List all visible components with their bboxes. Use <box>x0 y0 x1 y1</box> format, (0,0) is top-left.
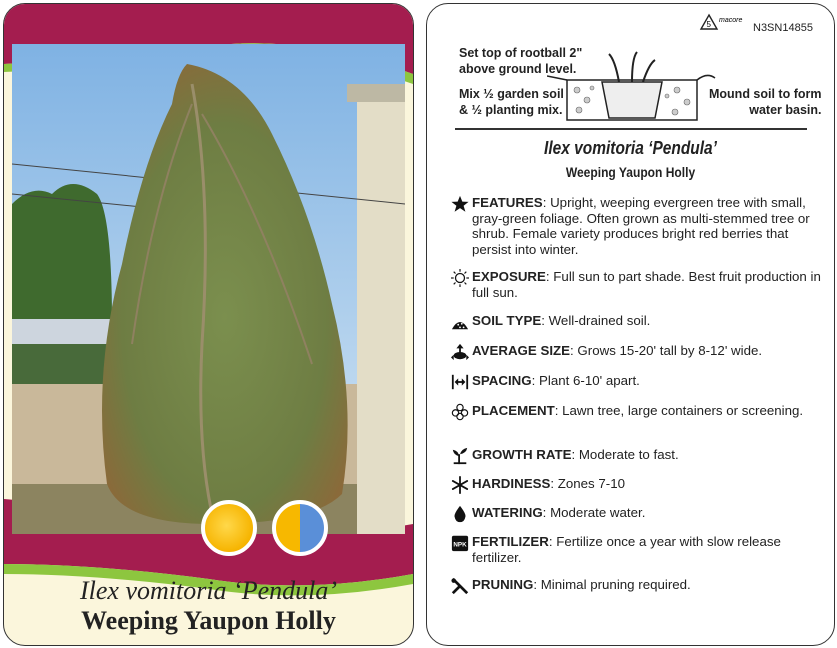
diagram-note-soil-mix: Mix ½ garden soil & ½ planting mix. <box>459 87 564 117</box>
spacing-icon <box>451 373 469 391</box>
full-sun-icon <box>201 500 257 556</box>
placement-icon <box>451 403 469 421</box>
plant-photo <box>12 44 405 534</box>
pruners-icon <box>451 577 469 595</box>
growth-icon <box>451 447 469 465</box>
diagram-note-basin: Mound soil to form water basin. <box>709 87 822 117</box>
recycle-icon <box>699 13 749 35</box>
diagram-note-rootball: Set top of rootball 2" above ground level. <box>459 46 583 76</box>
snowflake-icon <box>451 476 469 494</box>
recycle-label: macore <box>719 17 743 24</box>
water-drop-icon <box>451 505 469 523</box>
soil-icon <box>451 313 469 331</box>
npk-icon <box>451 534 469 552</box>
svg-text:NPK: NPK <box>453 541 467 549</box>
star-icon <box>451 195 469 213</box>
front-common-name: Weeping Yaupon Holly <box>81 606 336 635</box>
back-latin-name: Ilex vomitoria ‘Pendula’ <box>544 138 717 158</box>
sun-icon <box>451 269 469 287</box>
front-card <box>3 3 414 646</box>
sku-code: N3SN14855 <box>753 22 813 34</box>
back-card <box>426 3 835 646</box>
front-latin-name: Ilex vomitoria ‘Pendula’ <box>79 576 338 605</box>
divider <box>455 128 807 130</box>
care-info-list: FEATURES: Upright, weeping evergreen tree with small, gray-green foliage. Often grown as multi-stemmed tree or shrub. Female variety produces bright red berries that persist into winter. EXPOSURE: Full sun to part shade. Best fruit production in full sun. SOIL TYPE: Well-drained soil. AVERAGE SIZE: Grows 15-20' tall by 8-12' wide. SPACING: Plant 6-10' apart. PLACEMENT: Lawn tree, large containers or screening. GROWTH RATE: Moderate to fast. HARDINESS: Zones 7-10 WATERING: Moderate water. NPK FERTILIZER: Fertilize once a year with slow release fertilizer. PRUNING: Minimal pruning required. <box>451 195 821 635</box>
recycle-number: 5 <box>706 20 711 29</box>
back-common-name: Weeping Yaupon Holly <box>565 164 696 180</box>
part-sun-icon <box>272 500 328 556</box>
size-icon <box>451 343 469 361</box>
